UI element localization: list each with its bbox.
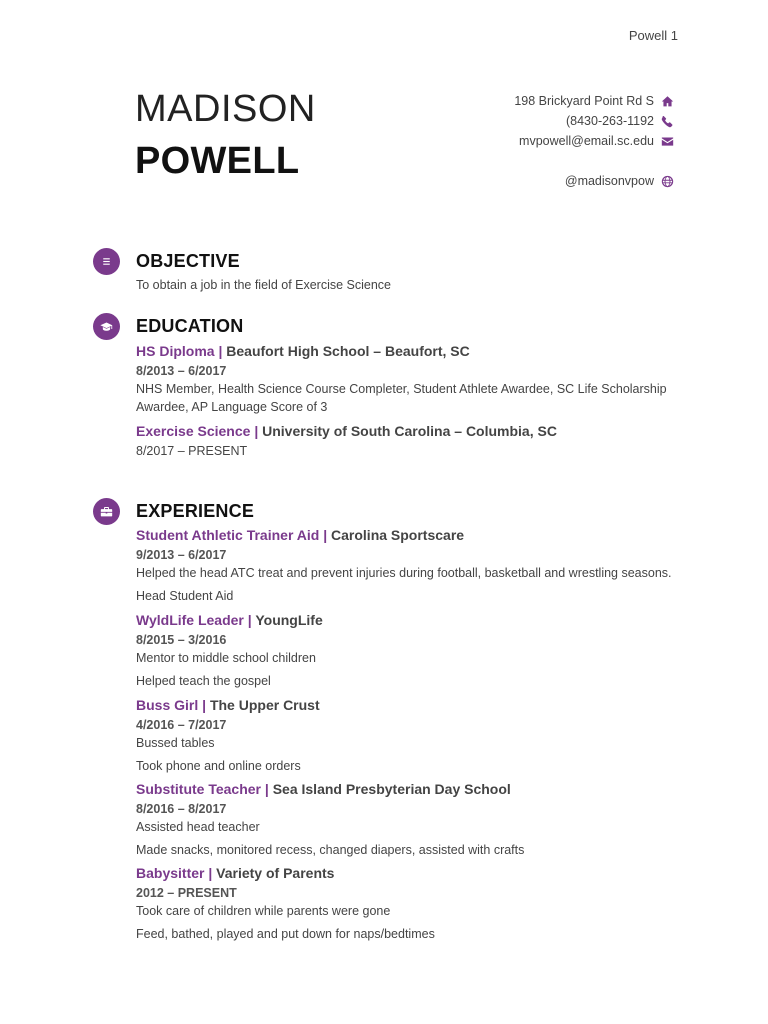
contact-phone: [514, 111, 674, 131]
email-text: mvpowell@email.sc.edu: [519, 134, 654, 148]
entry-org: University of South Carolina – Columbia, SC: [262, 423, 557, 439]
entry-detail: Mentor to middle school children: [136, 651, 316, 665]
education-entry: [136, 343, 681, 416]
entry-org: Sea Island Presbyterian Day School: [272, 781, 511, 797]
envelope-icon: [660, 134, 674, 148]
entry-date: 8/2017 – PRESENT: [136, 444, 248, 458]
education-heading: EDUCATION: [136, 316, 244, 336]
entry-org: Carolina Sportscare: [331, 527, 465, 543]
entry-detail: Helped the head ATC treat and prevent injuries during football, basketball and wrestling seasons.: [136, 566, 672, 580]
contact-address: [514, 91, 674, 111]
graduation-cap-icon: [93, 313, 120, 340]
entry-date: 8/2015 – 3/2016: [136, 633, 227, 647]
home-icon: [660, 94, 674, 108]
entry-separator: |: [254, 423, 259, 439]
experience-entry: [136, 781, 681, 859]
entry-description: NHS Member, Health Science Course Completer, Student Athlete Awardee, SC Life Scholarship Awardee, AP Language Score of 3: [136, 382, 667, 414]
experience-entry: [136, 612, 681, 690]
entry-separator: |: [264, 781, 269, 797]
experience-heading: EXPERIENCE: [136, 501, 255, 521]
entry-separator: |: [202, 697, 207, 713]
briefcase-icon: [93, 498, 120, 525]
entry-role: HS Diploma: [136, 343, 215, 359]
entry-org: The Upper Crust: [209, 697, 320, 713]
education-entry: [136, 423, 681, 460]
entry-role: WyldLife Leader: [136, 612, 244, 628]
entry-separator: |: [218, 343, 223, 359]
first-name: MADISON: [135, 88, 316, 130]
entry-detail: Head Student Aid: [136, 589, 234, 603]
contact-email: [514, 131, 674, 151]
last-name: POWELL: [135, 140, 300, 182]
entry-detail: Bussed tables: [136, 736, 215, 750]
entry-detail: Feed, bathed, played and put down for naps/bedtimes: [136, 927, 435, 941]
entry-org: Beaufort High School – Beaufort, SC: [226, 343, 470, 359]
entry-title: [136, 865, 681, 881]
entry-date: 8/2013 – 6/2017: [136, 364, 227, 378]
address-text: 198 Brickyard Point Rd S: [514, 94, 654, 108]
entry-title: [136, 343, 681, 359]
entry-separator: |: [323, 527, 328, 543]
entry-org: Variety of Parents: [216, 865, 335, 881]
contact-block: [514, 91, 674, 191]
experience-entry: [136, 527, 681, 605]
entry-detail: Assisted head teacher: [136, 820, 260, 834]
entry-title: [136, 697, 681, 713]
experience-entry: [136, 697, 681, 775]
phone-text: (8430-263-1192: [565, 114, 654, 128]
page-number: Powell 1: [628, 28, 678, 43]
entry-role: Babysitter: [136, 865, 205, 881]
entry-role: Exercise Science: [136, 423, 251, 439]
globe-icon: [660, 174, 674, 188]
entry-org: YoungLife: [255, 612, 323, 628]
entry-date: 2012 – PRESENT: [136, 886, 237, 900]
entry-detail: Took care of children while parents were gone: [136, 904, 391, 918]
entry-detail: Helped teach the gospel: [136, 674, 271, 688]
objective-text: To obtain a job in the field of Exercise Science: [136, 278, 392, 292]
entry-role: Student Athletic Trainer Aid: [136, 527, 320, 543]
experience-entry: [136, 865, 681, 943]
entry-title: [136, 423, 681, 439]
entry-title: [136, 527, 681, 543]
entry-date: 9/2013 – 6/2017: [136, 548, 227, 562]
entry-role: Substitute Teacher: [136, 781, 261, 797]
entry-detail: Took phone and online orders: [136, 759, 301, 773]
phone-icon: [660, 114, 674, 128]
contact-social: [514, 171, 674, 191]
entry-date: 4/2016 – 7/2017: [136, 718, 227, 732]
social-text: @madisonvpow: [564, 174, 654, 188]
entry-role: Buss Girl: [136, 697, 199, 713]
list-icon: [93, 248, 120, 275]
entry-separator: |: [208, 865, 213, 881]
objective-heading: OBJECTIVE: [136, 251, 240, 271]
entry-detail: Made snacks, monitored recess, changed diapers, assisted with crafts: [136, 843, 525, 857]
entry-separator: |: [247, 612, 252, 628]
entry-title: [136, 781, 681, 797]
entry-title: [136, 612, 681, 628]
entry-date: 8/2016 – 8/2017: [136, 802, 227, 816]
